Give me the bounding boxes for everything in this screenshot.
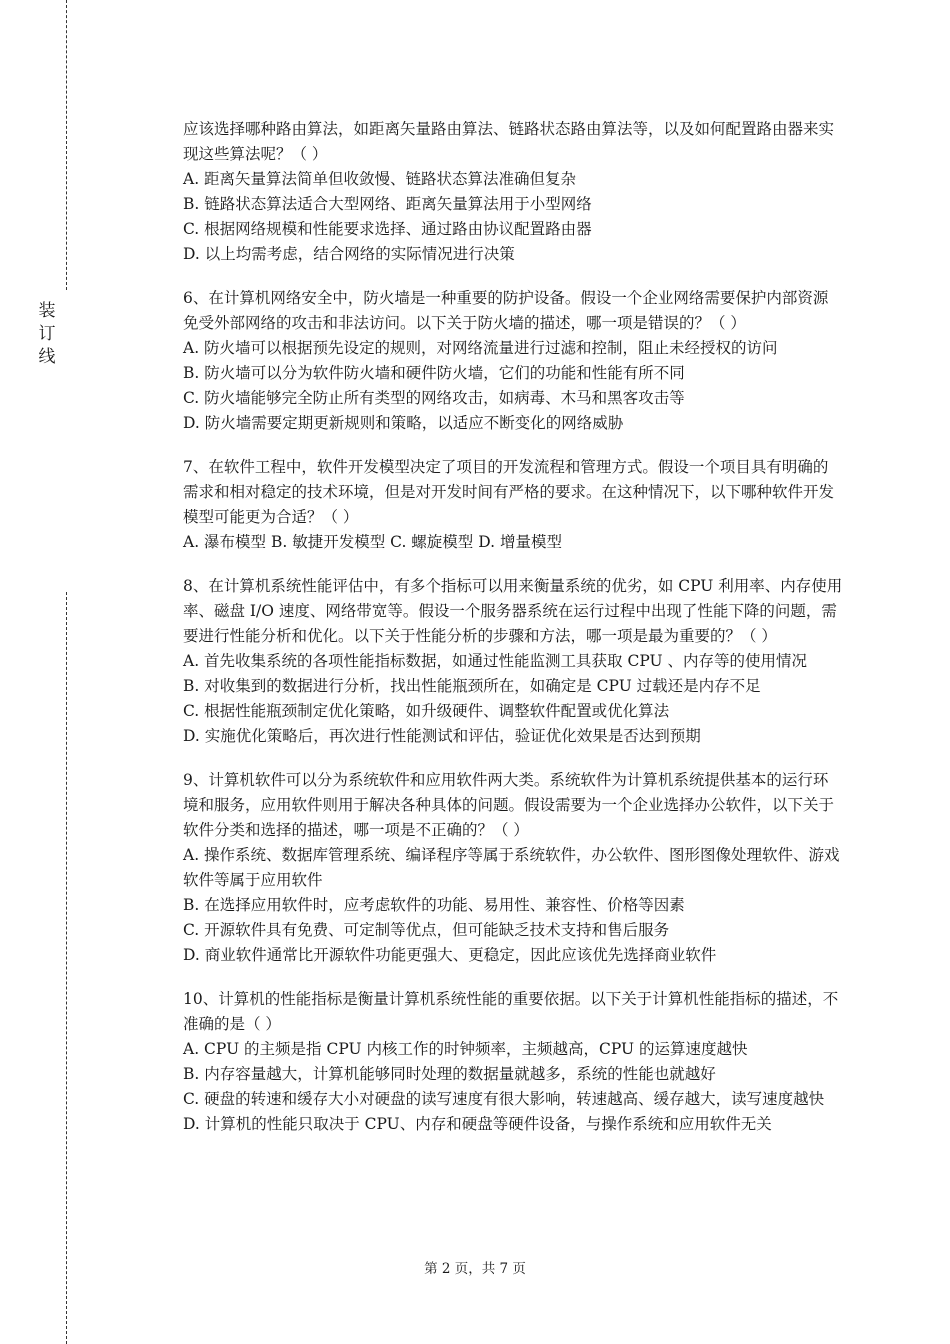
option-a: A. CPU 的主频是指 CPU 内核工作的时钟频率，主频越高，CPU 的运算速度越快 [183, 1040, 748, 1058]
options-inline: A. 瀑布模型 B. 敏捷开发模型 C. 螺旋模型 D. 增量模型 [183, 533, 562, 551]
question-text: 应该选择哪种路由算法，如距离矢量路由算法、链路状态路由算法等，以及如何配置路由器来实现这些算法呢？（ ） [183, 120, 835, 163]
option-a: A. 首先收集系统的各项性能指标数据，如通过性能监测工具获取 CPU 、内存等的使用情况 [183, 652, 807, 670]
option-b: B. 在选择应用软件时，应考虑软件的功能、易用性、兼容性、价格等因素 [183, 896, 685, 914]
option-c: C. 硬盘的转速和缓存大小对硬盘的读写速度有很大影响，转速越高、缓存越大，读写速度越快 [183, 1090, 825, 1108]
question-6 [183, 286, 843, 436]
option-c: C. 根据性能瓶颈制定优化策略，如升级硬件、调整软件配置或优化算法 [183, 702, 670, 720]
option-d: D. 商业软件通常比开源软件功能更强大、更稳定，因此应该优先选择商业软件 [183, 946, 717, 964]
binding-char: 线 [38, 347, 56, 367]
question-8 [183, 574, 843, 749]
question-text: 9、计算机软件可以分为系统软件和应用软件两大类。系统软件为计算机系统提供基本的运行环境和服务，应用软件则用于解决各种具体的问题。假设需要为一个企业选择办公软件，以下关于软件分类和选择的描述，哪一项是不正确的？（ ） [183, 771, 835, 839]
option-b: B. 对收集到的数据进行分析，找出性能瓶颈所在，如确定是 CPU 过载还是内存不足 [183, 677, 761, 695]
binding-dashed-line-bottom [66, 592, 67, 1344]
question-9 [183, 768, 843, 968]
page-footer: 第 2 页，共 7 页 [424, 1261, 526, 1277]
question-10 [183, 987, 843, 1137]
option-d: D. 计算机的性能只取决于 CPU、内存和硬盘等硬件设备，与操作系统和应用软件无关 [183, 1115, 772, 1133]
option-c: C. 开源软件具有免费、可定制等优点，但可能缺乏技术支持和售后服务 [183, 921, 670, 939]
option-b: B. 内存容量越大，计算机能够同时处理的数据量就越多，系统的性能也就越好 [183, 1065, 716, 1083]
option-d: D. 实施优化策略后，再次进行性能测试和评估，验证优化效果是否达到预期 [183, 727, 701, 745]
option-d: D. 以上均需考虑，结合网络的实际情况进行决策 [183, 245, 515, 263]
binding-char: 订 [38, 324, 56, 344]
option-a: A. 防火墙可以根据预先设定的规则，对网络流量进行过滤和控制，阻止未经授权的访问 [183, 339, 778, 357]
question-text: 10、计算机的性能指标是衡量计算机系统性能的重要依据。以下关于计算机性能指标的描述，不准确的是（ ） [183, 990, 839, 1033]
option-d: D. 防火墙需要定期更新规则和策略，以适应不断变化的网络威胁 [183, 414, 624, 432]
binding-char: 装 [38, 301, 56, 321]
question-5-continued [183, 117, 843, 267]
question-text: 8、在计算机系统性能评估中，有多个指标可以用来衡量系统的优劣，如 CPU 利用率、内存使用率、磁盘 I/O 速度、网络带宽等。假设一个服务器系统在运行过程中出现了性能下降的问题，需要进行性能分析和优化。以下关于性能分析的步骤和方法，哪一项是最为重要的？（ ） [183, 577, 843, 645]
question-7 [183, 455, 843, 555]
question-text: 7、在软件工程中，软件开发模型决定了项目的开发流程和管理方式。假设一个项目具有明确的需求和相对稳定的技术环境，但是对开发时间有严格的要求。在这种情况下，以下哪种软件开发模型可能更为合适？（ ） [183, 458, 835, 526]
binding-dashed-line-top [66, 0, 67, 290]
option-a: A. 距离矢量算法简单但收敛慢、链路状态算法准确但复杂 [183, 170, 577, 188]
option-b: B. 防火墙可以分为软件防火墙和硬件防火墙，它们的功能和性能有所不同 [183, 364, 685, 382]
question-list [183, 117, 843, 1156]
binding-label [36, 300, 58, 369]
option-b: B. 链路状态算法适合大型网络、距离矢量算法用于小型网络 [183, 195, 592, 213]
option-c: C. 防火墙能够完全防止所有类型的网络攻击，如病毒、木马和黑客攻击等 [183, 389, 685, 407]
option-a: A. 操作系统、数据库管理系统、编译程序等属于系统软件，办公软件、图形图像处理软件、游戏软件等属于应用软件 [183, 846, 840, 889]
option-c: C. 根据网络规模和性能要求选择、通过路由协议配置路由器 [183, 220, 592, 238]
question-text: 6、在计算机网络安全中，防火墙是一种重要的防护设备。假设一个企业网络需要保护内部资源免受外部网络的攻击和非法访问。以下关于防火墙的描述，哪一项是错误的？（ ） [183, 289, 829, 332]
